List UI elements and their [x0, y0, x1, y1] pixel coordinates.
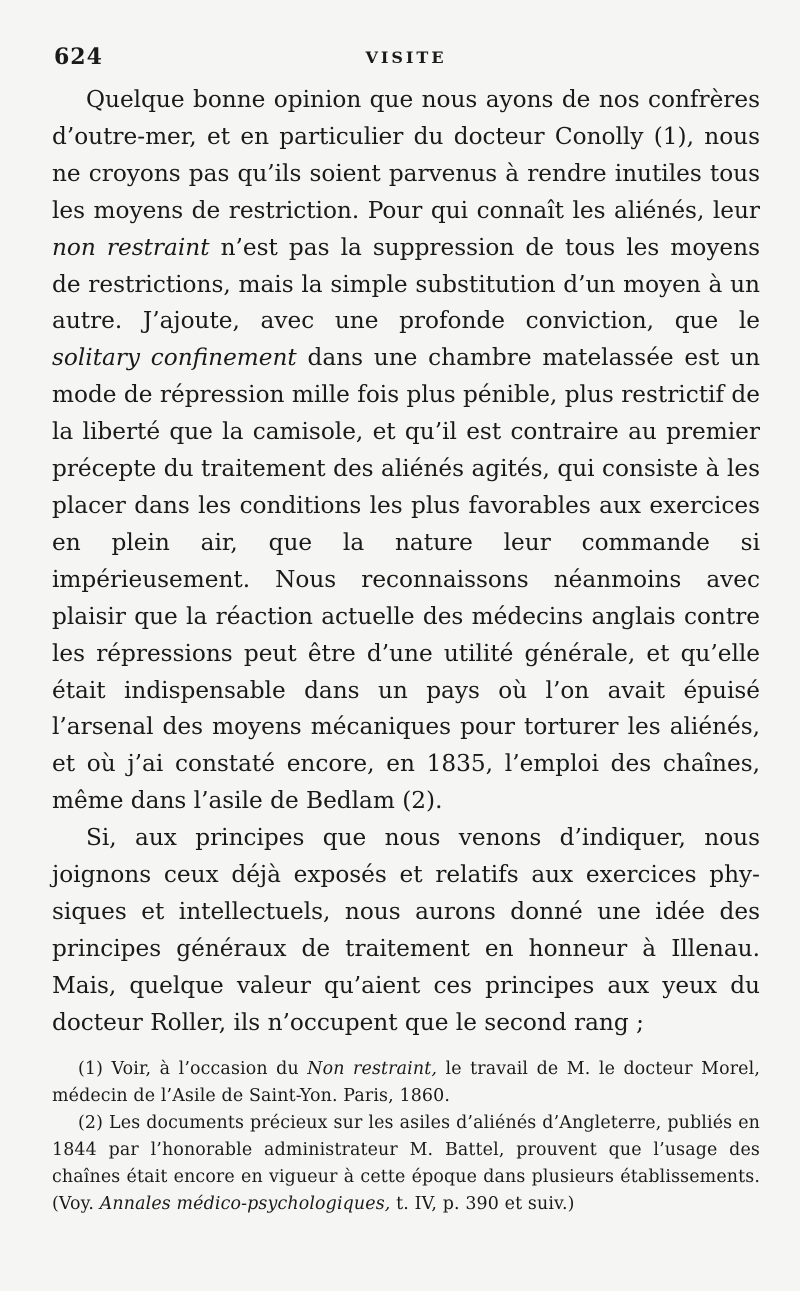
footnote-2: [52, 1110, 760, 1218]
footnote-1-italic: Non restraint,: [307, 1058, 438, 1079]
paragraph-1-italic-non-restraint: non restraint: [52, 233, 210, 261]
running-title: VISITE: [365, 48, 447, 67]
footnote-2-text-b: t. IV, p. 390 et suiv.): [390, 1193, 575, 1214]
footnote-2-text-a: (2) Les documents précieux sur les asiles d’aliénés d’Angleterre, publiés en 1844 par l’honorable administrateur M. Battel, prouvent que l’usage des chaînes était encore en vigueur à cette époque dans plusieurs établissements. (Voy.: [52, 1112, 760, 1214]
paragraph-2: Si, aux principes que nous venons d’indiquer, nous joignons ceux déjà exposés et relatifs aux exercices physiques et intellectuels, nous aurons donné une idée des principes généraux de traitement en honneur à Illenau. Mais, quelque valeur qu’aient ces principes aux yeux du docteur Roller, ils n’occupent que le second rang ;: [52, 824, 760, 1036]
footnote-2-italic: Annales médico-psychologiques,: [99, 1193, 391, 1214]
footnotes: [52, 1056, 760, 1218]
paragraph-1-text-a: Quelque bonne opinion que nous ayons de nos confrères d’outre-mer, et en particulier du docteur Conolly (1), nous ne croyons pas qu’ils soient parvenus à rendre inutiles tous les moyens de restriction. Pour qui connaît les aliénés, leur: [52, 86, 760, 224]
paragraph-1-text-b: n’est pas la suppression de tous les moyens de restrictions, mais la simple substitution d’un moyen à un autre. J’ajoute, avec une profonde conviction, que le: [52, 233, 760, 335]
page-number: 624: [54, 44, 103, 70]
page-header: [52, 44, 760, 78]
body-text: [52, 82, 760, 1042]
paragraph-1-italic-solitary-confinement: solitary confinement: [52, 344, 297, 372]
paragraph-1: [52, 82, 760, 820]
footnote-1: [52, 1056, 760, 1110]
paragraph-1-text-c: dans une chambre matelassée est un mode de répression mille fois plus pénible, plus restrictif de la liberté que la camisole, et qu’il est contraire au premier précepte du traitement des aliénés agités, qui consiste à les placer dans les conditions les plus favorables aux exercices en plein air, que la nature leur commande si impérieusement. Nous reconnaissons néanmoins avec plaisir que la réaction actuelle des médecins anglais contre les répressions peut être d’une utilité générale, et qu’elle était indispensable dans un pays où l’on avait épuisé l’arsenal des moyens mécaniques pour torturer les aliénés, et où j’ai constaté encore, en 1835, l’emploi des chaînes, même dans l’asile de Bedlam (2).: [52, 344, 761, 815]
footnote-1-text-b: le travail de M. le docteur Morel, médecin de l’Asile de Saint-Yon. Paris, 1860.: [52, 1058, 760, 1106]
footnote-1-text-a: (1) Voir, à l’occasion du: [78, 1058, 308, 1079]
footnote-separator: [52, 1042, 760, 1056]
